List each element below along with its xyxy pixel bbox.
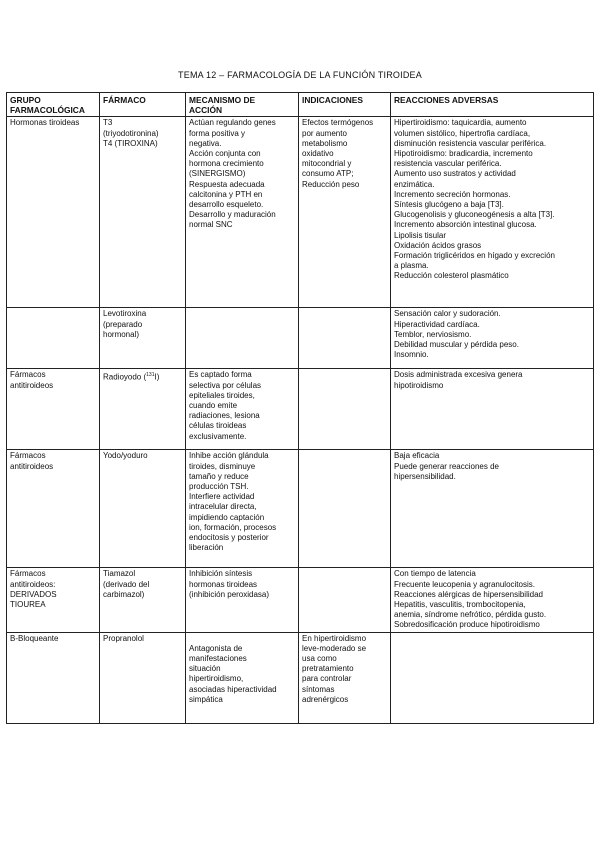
cell-mecanismo: Inhibe acción glándula tiroides, disminuye tamaño y reduce producción TSH. Interfiere actividad intracelular directa, impidiendo captación ion, formación, procesos endocitosis y posterior liberación xyxy=(186,450,299,568)
table-header-row xyxy=(7,93,594,117)
cell-indicaciones xyxy=(299,568,391,632)
cell-reacciones: Hipertiroidismo: taquicardia, aumento volumen sistólico, hipertrofia cardíaca, disminución resistencia vascular periférica. Hipotiroidismo: bradicardia, incremento resistencia vascular periférica. Aumento uso sustratos y actividad enzimática. Incremento secreción hormonas. Síntesis glucógeno a baja [T3]. Glucogenolisis y gluconeogénesis a alta [T3]. Incremento absorción intestinal glucosa. Lipolisis tisular Oxidación ácidos grasos Formación triglicéridos en hígado y excreción a plasma. Reducción colesterol plasmático xyxy=(391,117,594,308)
cell-farmaco xyxy=(100,369,186,450)
cell-grupo: Fármacos antitiroideos xyxy=(7,369,100,450)
cell-grupo: Hormonas tiroideas xyxy=(7,117,100,308)
table-row xyxy=(7,308,594,369)
table-row xyxy=(7,369,594,450)
cell-mecanismo xyxy=(186,308,299,369)
header-mecanismo: MECANISMO DE ACCIÓN xyxy=(186,93,299,117)
header-farmaco: FÁRMACO xyxy=(100,93,186,117)
cell-mecanismo: Es captado forma selectiva por células epiteliales tiroides, cuando emite radiaciones, lesiona células tiroideas exclusivamente. xyxy=(186,369,299,450)
cell-mecanismo: Inhibición síntesis hormonas tiroideas (inhibición peroxidasa) xyxy=(186,568,299,632)
table-row xyxy=(7,450,594,568)
table-row xyxy=(7,568,594,632)
cell-indicaciones xyxy=(299,308,391,369)
cell-grupo: Fármacos antitiroideos: DERIVADOS TIOUREA xyxy=(7,568,100,632)
cell-farmaco: Levotiroxina (preparado hormonal) xyxy=(100,308,186,369)
cell-indicaciones xyxy=(299,369,391,450)
farmaco-suffix: I) xyxy=(154,373,160,383)
cell-grupo xyxy=(7,308,100,369)
cell-indicaciones: Efectos termógenos por aumento metabolismo oxidativo mitocondrial y consumo ATP; Reducción peso xyxy=(299,117,391,308)
document-title: TEMA 12 – FARMACOLOGÍA DE LA FUNCIÓN TIROIDEA xyxy=(178,70,422,80)
cell-indicaciones xyxy=(299,450,391,568)
header-reacciones: REACCIONES ADVERSAS xyxy=(391,93,594,117)
cell-farmaco: Propranolol xyxy=(100,632,186,723)
cell-reacciones: Baja eficacia Puede generar reacciones de hipersensibilidad. xyxy=(391,450,594,568)
farmaco-prefix: Radioyodo ( xyxy=(103,373,147,383)
cell-farmaco: Yodo/yoduro xyxy=(100,450,186,568)
cell-farmaco: T3 (triyodotironina) T4 (TIROXINA) xyxy=(100,117,186,308)
cell-grupo: B-Bloqueante xyxy=(7,632,100,723)
cell-mecanismo: Actúan regulando genes forma positiva y negativa. Acción conjunta con hormona crecimiento (SINERGISMO) Respuesta adecuada calcitonina y PTH en desarrollo esqueleto. Desarrollo y maduración normal SNC xyxy=(186,117,299,308)
cell-grupo: Fármacos antitiroideos xyxy=(7,450,100,568)
header-grupo: GRUPO FARMACOLÓGICA xyxy=(7,93,100,117)
cell-reacciones: Sensación calor y sudoración. Hiperactividad cardíaca. Temblor, nerviosismo. Debilidad muscular y pérdida peso. Insomnio. xyxy=(391,308,594,369)
cell-reacciones xyxy=(391,632,594,723)
cell-farmaco: Tiamazol (derivado del carbimazol) xyxy=(100,568,186,632)
table-row xyxy=(7,632,594,723)
cell-reacciones: Con tiempo de latencia Frecuente leucopenia y agranulocitosis. Reacciones alérgicas de hipersensibilidad Hepatitis, vasculitis, trombocitopenia, anemia, síndrome nefrótico, pérdida gusto. Sobredosificación produce hipotiroidismo xyxy=(391,568,594,632)
header-indicaciones: INDICACIONES xyxy=(299,93,391,117)
table-row xyxy=(7,117,594,308)
pharmacology-table xyxy=(6,92,594,724)
cell-reacciones: Dosis administrada excesiva genera hipotiroidismo xyxy=(391,369,594,450)
isotope-superscript: 131 xyxy=(146,372,155,379)
cell-mecanismo: Antagonista de manifestaciones situación hipertiroidismo, asociadas hiperactividad simpática xyxy=(186,632,299,723)
cell-indicaciones: En hipertiroidismo leve-moderado se usa como pretratamiento para controlar síntomas adrenérgicos xyxy=(299,632,391,723)
